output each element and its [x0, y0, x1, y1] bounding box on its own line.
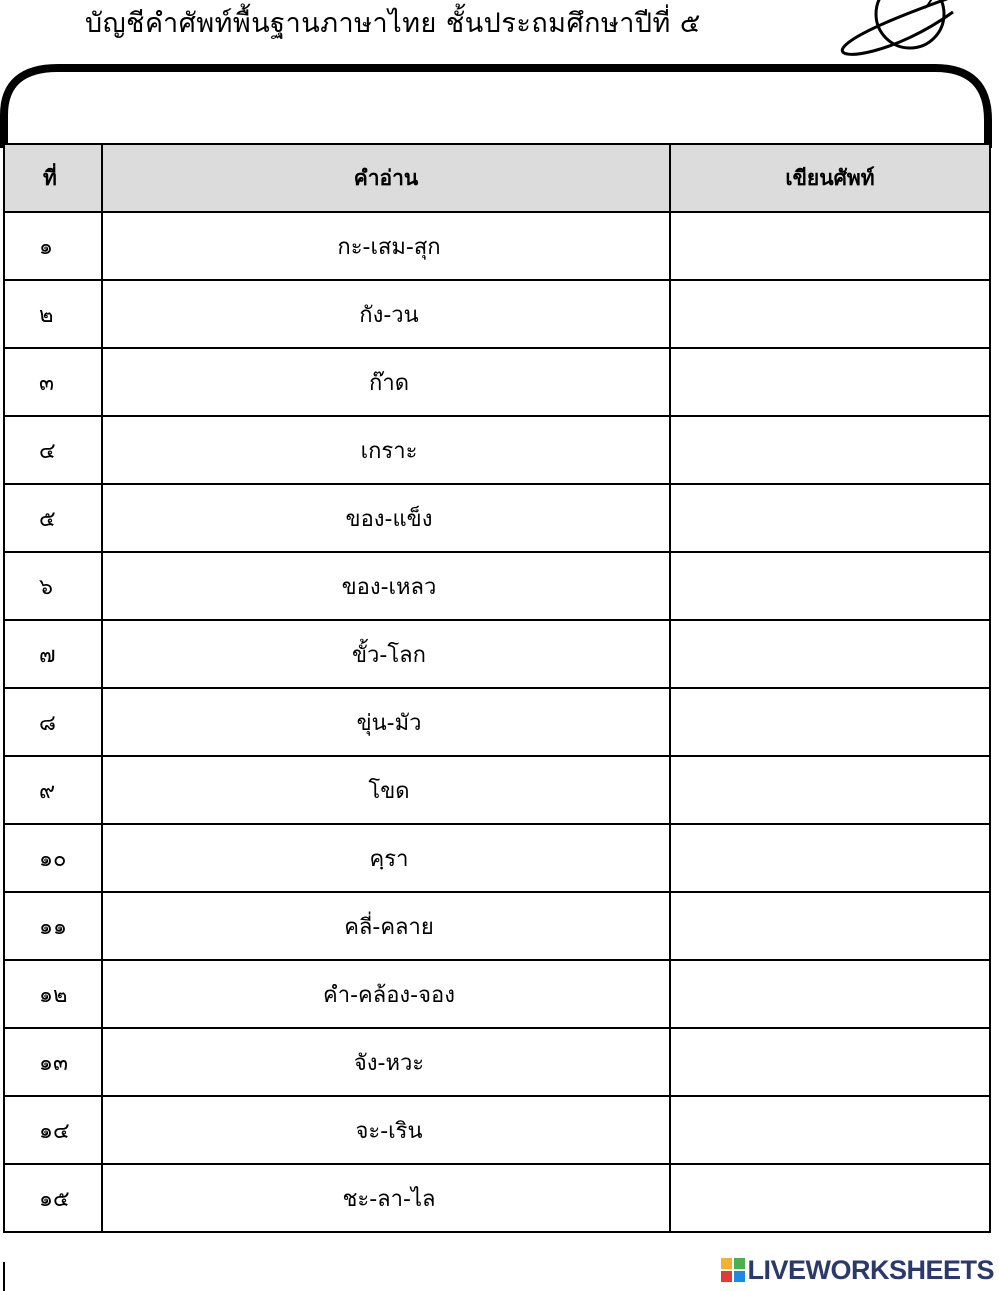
brand-name: LIVEWORKSHEETS [747, 1254, 994, 1285]
row-reading: ขั้ว-โลก [102, 620, 670, 688]
row-reading: จัง-หวะ [102, 1028, 670, 1096]
row-number: ๘ [4, 688, 102, 756]
table-row [4, 552, 990, 620]
row-writing-answer[interactable] [670, 1096, 990, 1164]
table-row [4, 484, 990, 552]
row-writing-answer[interactable] [670, 348, 990, 416]
row-number: ๕ [4, 484, 102, 552]
header-writing: เขียนศัพท์ [670, 144, 990, 212]
table-row [4, 688, 990, 756]
row-reading: คำ-คล้อง-จอง [102, 960, 670, 1028]
row-reading: ของ-เหลว [102, 552, 670, 620]
table-row [4, 416, 990, 484]
row-number: ๑๔ [4, 1096, 102, 1164]
header-number: ที่ [4, 144, 102, 212]
row-reading: ก๊าด [102, 348, 670, 416]
row-reading: ขุ่น-มัว [102, 688, 670, 756]
row-number: ๑๕ [4, 1164, 102, 1232]
row-reading: คฺรา [102, 824, 670, 892]
row-reading: ของ-แข็ง [102, 484, 670, 552]
row-number: ๑๐ [4, 824, 102, 892]
row-writing-answer[interactable] [670, 688, 990, 756]
row-writing-answer[interactable] [670, 212, 990, 280]
row-writing-answer[interactable] [670, 892, 990, 960]
row-reading: กะ-เสม-สุก [102, 212, 670, 280]
row-number: ๑๓ [4, 1028, 102, 1096]
table-header-row [4, 144, 990, 212]
table-row [4, 280, 990, 348]
page-title: บัญชีคำศัพท์พื้นฐานภาษาไทย ชั้นประถมศึกษาปีที่ ๕ [85, 8, 701, 39]
row-number: ๑ [4, 212, 102, 280]
table-row [4, 1164, 990, 1232]
row-writing-answer[interactable] [670, 960, 990, 1028]
row-number: ๙ [4, 756, 102, 824]
table-row [4, 756, 990, 824]
row-number: ๒ [4, 280, 102, 348]
row-number: ๑๒ [4, 960, 102, 1028]
row-reading: จะ-เริน [102, 1096, 670, 1164]
row-writing-answer[interactable] [670, 484, 990, 552]
table-row [4, 1096, 990, 1164]
row-reading: กัง-วน [102, 280, 670, 348]
row-writing-answer[interactable] [670, 756, 990, 824]
table-row [4, 1028, 990, 1096]
table-row [4, 348, 990, 416]
table-row [4, 824, 990, 892]
table-row [4, 620, 990, 688]
row-reading: คลี่-คลาย [102, 892, 670, 960]
row-number: ๔ [4, 416, 102, 484]
frame-bottom-edge [3, 1262, 5, 1291]
row-writing-answer[interactable] [670, 1028, 990, 1096]
row-writing-answer[interactable] [670, 620, 990, 688]
table-row [4, 960, 990, 1028]
row-writing-answer[interactable] [670, 552, 990, 620]
row-number: ๖ [4, 552, 102, 620]
row-number: ๓ [4, 348, 102, 416]
row-writing-answer[interactable] [670, 280, 990, 348]
worksheet-frame [0, 60, 1000, 150]
row-reading: เกราะ [102, 416, 670, 484]
table-row [4, 892, 990, 960]
vocabulary-table [3, 143, 991, 1233]
liveworksheets-logo-icon [721, 1258, 745, 1282]
row-writing-answer[interactable] [670, 1164, 990, 1232]
row-number: ๗ [4, 620, 102, 688]
row-number: ๑๑ [4, 892, 102, 960]
header-reading: คำอ่าน [102, 144, 670, 212]
table-row [4, 212, 990, 280]
row-writing-answer[interactable] [670, 824, 990, 892]
row-reading: ชะ-ลา-ไล [102, 1164, 670, 1232]
liveworksheets-brand [721, 1252, 994, 1288]
row-reading: โขด [102, 756, 670, 824]
row-writing-answer[interactable] [670, 416, 990, 484]
